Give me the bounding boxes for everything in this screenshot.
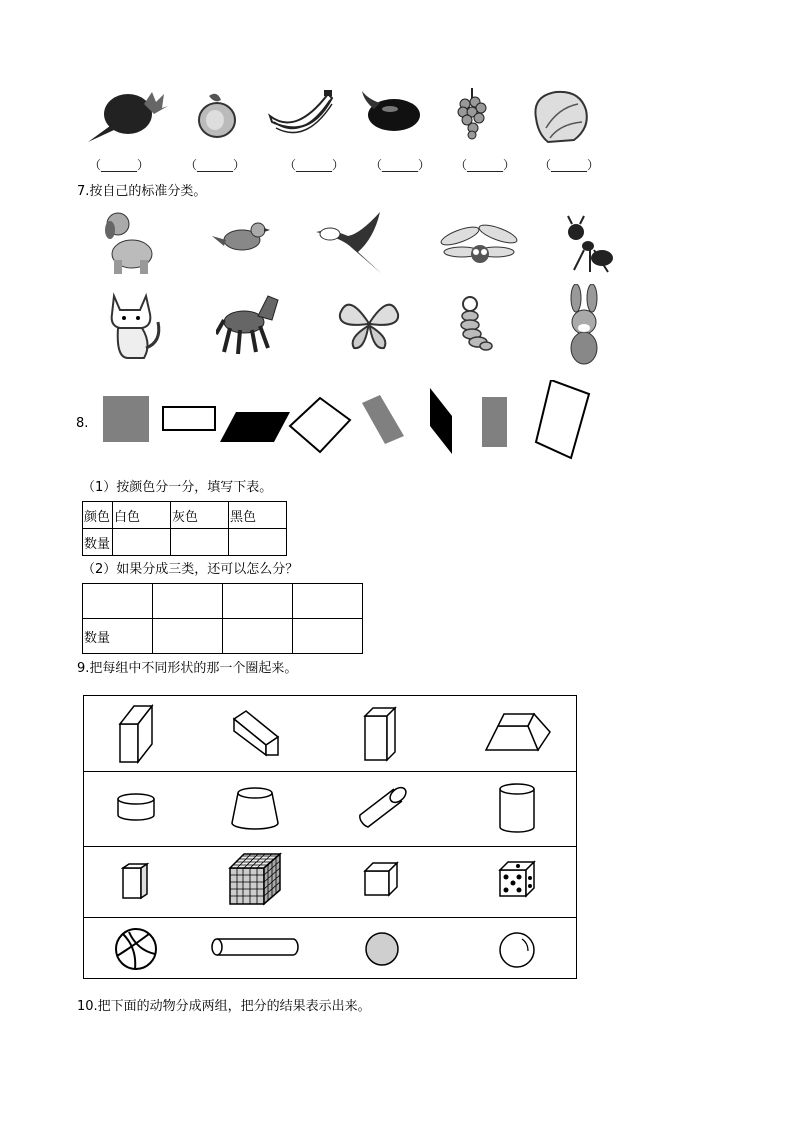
table-header-cell: 白色 [113, 502, 171, 529]
ant-icon [560, 214, 616, 274]
gray-rectangle [482, 397, 507, 447]
answer-cell[interactable] [293, 584, 363, 619]
tall-cuboid-icon[interactable] [116, 702, 156, 764]
dragonfly-icon [440, 218, 518, 274]
shape-row [84, 771, 576, 847]
white-rectangle [163, 407, 215, 430]
frustum-icon[interactable] [230, 785, 280, 831]
banana-icon [266, 88, 336, 140]
answer-cell[interactable] [223, 619, 293, 654]
shape-row [84, 696, 576, 772]
answer-cell[interactable] [83, 584, 153, 619]
tilted-cylinder-icon[interactable] [354, 785, 408, 831]
q8-part1-title: （1）按颜色分一分，填写下表。 [82, 480, 273, 495]
glass-ball-icon[interactable] [498, 931, 536, 969]
q8-number: 8. [76, 416, 89, 431]
white-diamond-square [290, 398, 350, 452]
answer-cell[interactable] [153, 619, 223, 654]
shape-row [84, 917, 576, 978]
q8-shapes [100, 380, 600, 462]
answer-blank[interactable]: （______） [539, 158, 600, 172]
prism-icon[interactable] [484, 710, 552, 754]
table-header-cell: 黑色 [229, 502, 287, 529]
cube-icon[interactable] [363, 861, 399, 897]
answer-blank[interactable]: （______） [284, 158, 345, 172]
black-thin-parallelogram [430, 388, 452, 454]
answer-blank[interactable]: （______） [185, 158, 246, 172]
horse-icon [216, 290, 282, 356]
answer-cell[interactable] [293, 619, 363, 654]
answer-cell[interactable] [229, 529, 287, 556]
answer-blank[interactable]: （______） [455, 158, 516, 172]
radish-icon [86, 88, 170, 144]
dog-icon [98, 210, 158, 276]
tall-cylinder-icon[interactable] [498, 781, 536, 835]
black-parallelogram [220, 412, 290, 442]
color-count-table [82, 501, 287, 556]
gray-ball-icon[interactable] [364, 931, 400, 967]
answer-blank[interactable]: （______） [89, 158, 150, 172]
rabbit-icon [562, 284, 610, 366]
table-header-cell: 颜色 [83, 502, 113, 529]
lying-cuboid-icon[interactable] [232, 709, 280, 757]
swallow-icon [312, 208, 384, 278]
answer-cell[interactable] [171, 529, 229, 556]
q8-part2-title: （2）如果分成三类，还可以怎么分？ [82, 562, 299, 577]
q9-title: 9.把每组中不同形状的那一个圈起来。 [77, 661, 298, 676]
grapes-icon [455, 88, 489, 140]
rod-cylinder-icon[interactable] [211, 936, 301, 958]
book-icon[interactable] [121, 862, 153, 902]
rubik-cube-icon[interactable] [228, 852, 282, 906]
eggplant-icon [360, 87, 422, 135]
cabbage-icon [530, 88, 590, 146]
short-cylinder-icon[interactable] [116, 791, 156, 823]
peach-icon [195, 90, 241, 140]
answer-cell[interactable] [223, 584, 293, 619]
shapes-table [83, 695, 577, 979]
answer-cell[interactable] [153, 584, 223, 619]
dice-icon[interactable] [498, 860, 536, 898]
volleyball-icon[interactable] [113, 926, 159, 972]
q10-title: 10.把下面的动物分成两组，把分的结果表示出来。 [77, 999, 371, 1014]
gray-tilted-rectangle [362, 395, 404, 444]
table-row-label: 数量 [83, 529, 113, 556]
table-header-cell: 灰色 [171, 502, 229, 529]
q7-title: 7.按自己的标准分类。 [77, 184, 207, 199]
upright-cuboid-icon[interactable] [363, 706, 399, 762]
shape-row [84, 846, 576, 918]
three-class-table [82, 583, 363, 654]
answer-cell[interactable] [113, 529, 171, 556]
table-row-label: 数量 [83, 619, 153, 654]
cat-icon [106, 288, 164, 360]
white-parallelogram [536, 380, 589, 458]
butterfly-icon [338, 294, 400, 352]
gray-square [103, 396, 149, 442]
caterpillar-icon [456, 296, 494, 352]
answer-blank[interactable]: （______） [370, 158, 431, 172]
sparrow-icon [212, 216, 270, 256]
